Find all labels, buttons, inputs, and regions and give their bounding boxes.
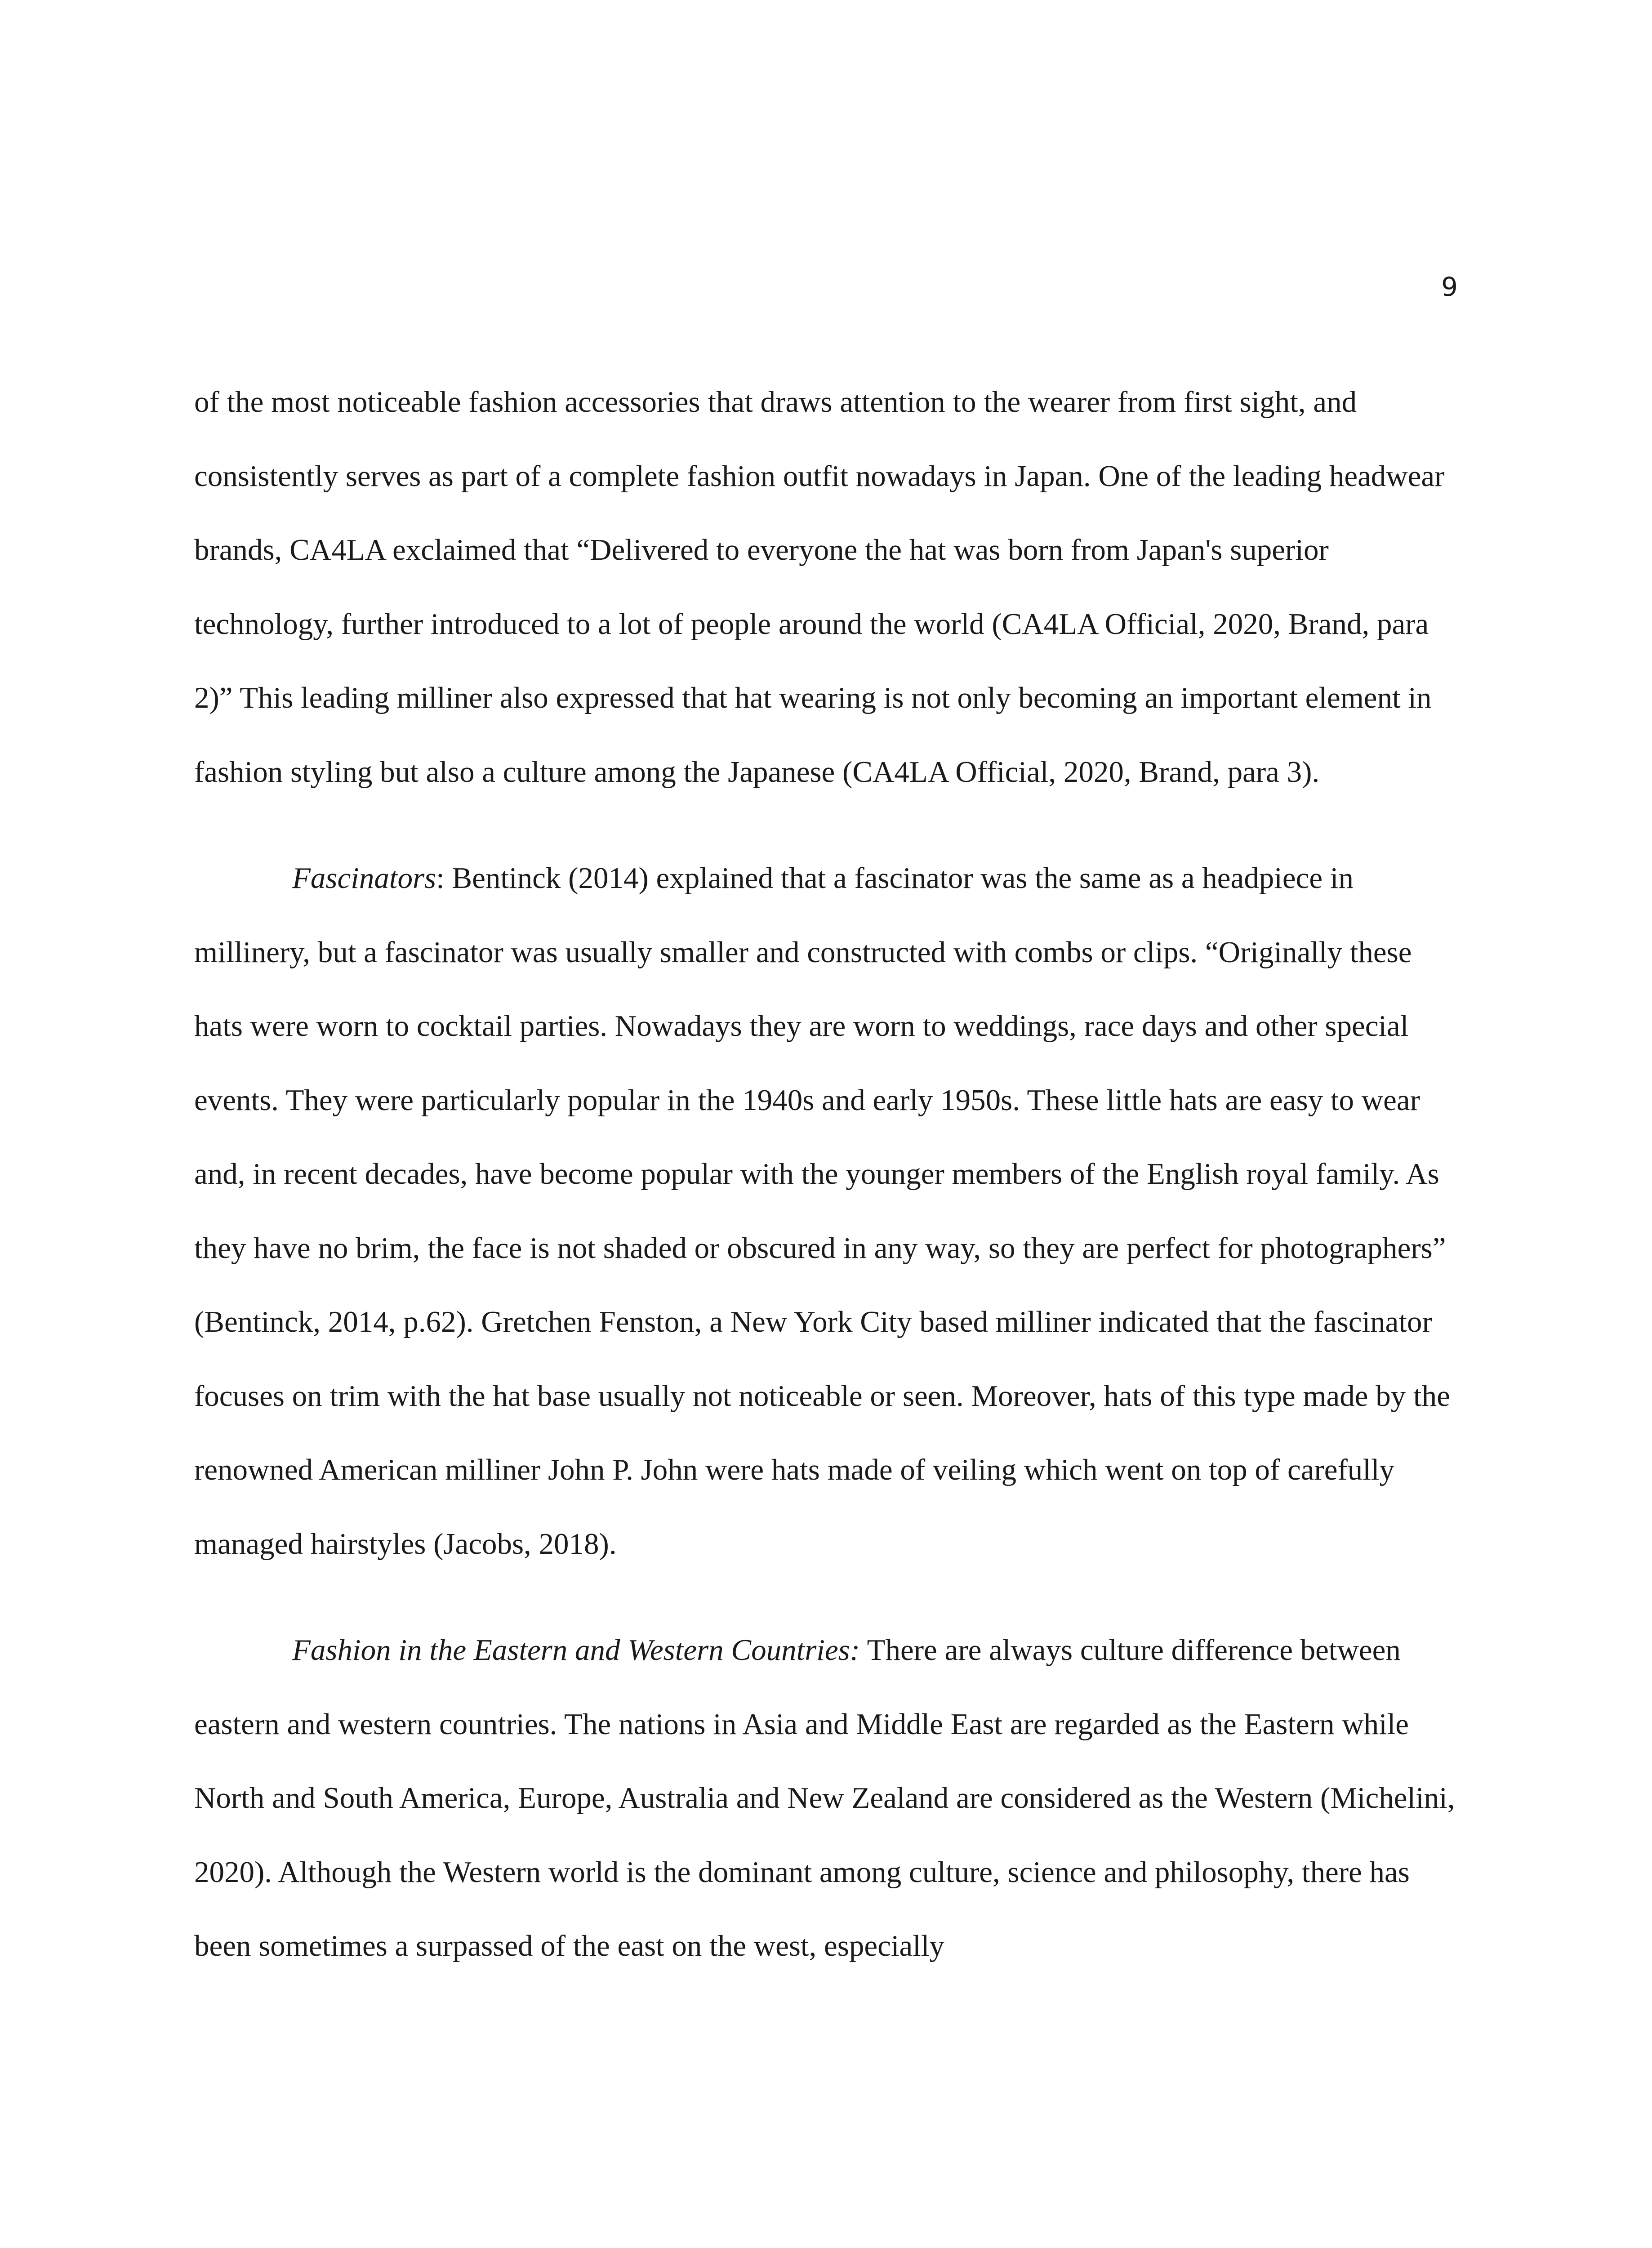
paragraph-text: : Bentinck (2014) explained that a fascinator was the same as a headpiece in millinery, but a fascinator was usually smaller and constructed with combs or clips. “Originally these hats were worn to cocktail parties. Nowadays they are worn to weddings, race days and other special events. They were particularly popular in the 1940s and early 1950s. These little hats are easy to wear and, in recent decades, have become popular with the younger members of the English royal family. As they have no brim, the face is not shaded or obscured in any way, so they are perfect for photographers” (Bentinck, 2014, p.62). Gretchen Fenston, a New York City based milliner indicated that the fascinator focuses on trim with the hat base usually not noticeable or seen. Moreover, hats of this type made by the renowned American milliner John P. John were hats made of veiling which went on top of carefully managed hairstyles (Jacobs, 2018).	[194, 861, 1450, 1561]
paragraph-hat-culture-japan	[194, 365, 1457, 809]
paragraph-eastern-western-fashion	[194, 1613, 1457, 1983]
paragraph-heading-fascinators: Fascinators	[292, 861, 436, 895]
page-number: 9	[1441, 272, 1458, 302]
paragraph-text: There are always culture difference between eastern and western countries. The nations in Asia and Middle East are regarded as the Eastern while North and South America, Europe, Australia and New Zealand are considered as the Western (Michelini, 2020). Although the Western world is the dominant among culture, science and philosophy, there has been sometimes a surpassed of the east on the west, especially	[194, 1633, 1455, 1963]
body-text	[194, 365, 1457, 1983]
paragraph-text: of the most noticeable fashion accessories that draws attention to the wearer from first sight, and consistently serves as part of a complete fashion outfit nowadays in Japan. One of the leading headwear brands, CA4LA exclaimed that “Delivered to everyone the hat was born from Japan's superior technology, further introduced to a lot of people around the world (CA4LA Official, 2020, Brand, para 2)” This leading milliner also expressed that hat wearing is not only becoming an important element in fashion styling but also a culture among the Japanese (CA4LA Official, 2020, Brand, para 3).	[194, 385, 1445, 789]
paragraph-fascinators	[194, 841, 1457, 1581]
paragraph-heading-eastern-western: Fashion in the Eastern and Western Countries:	[292, 1633, 860, 1667]
